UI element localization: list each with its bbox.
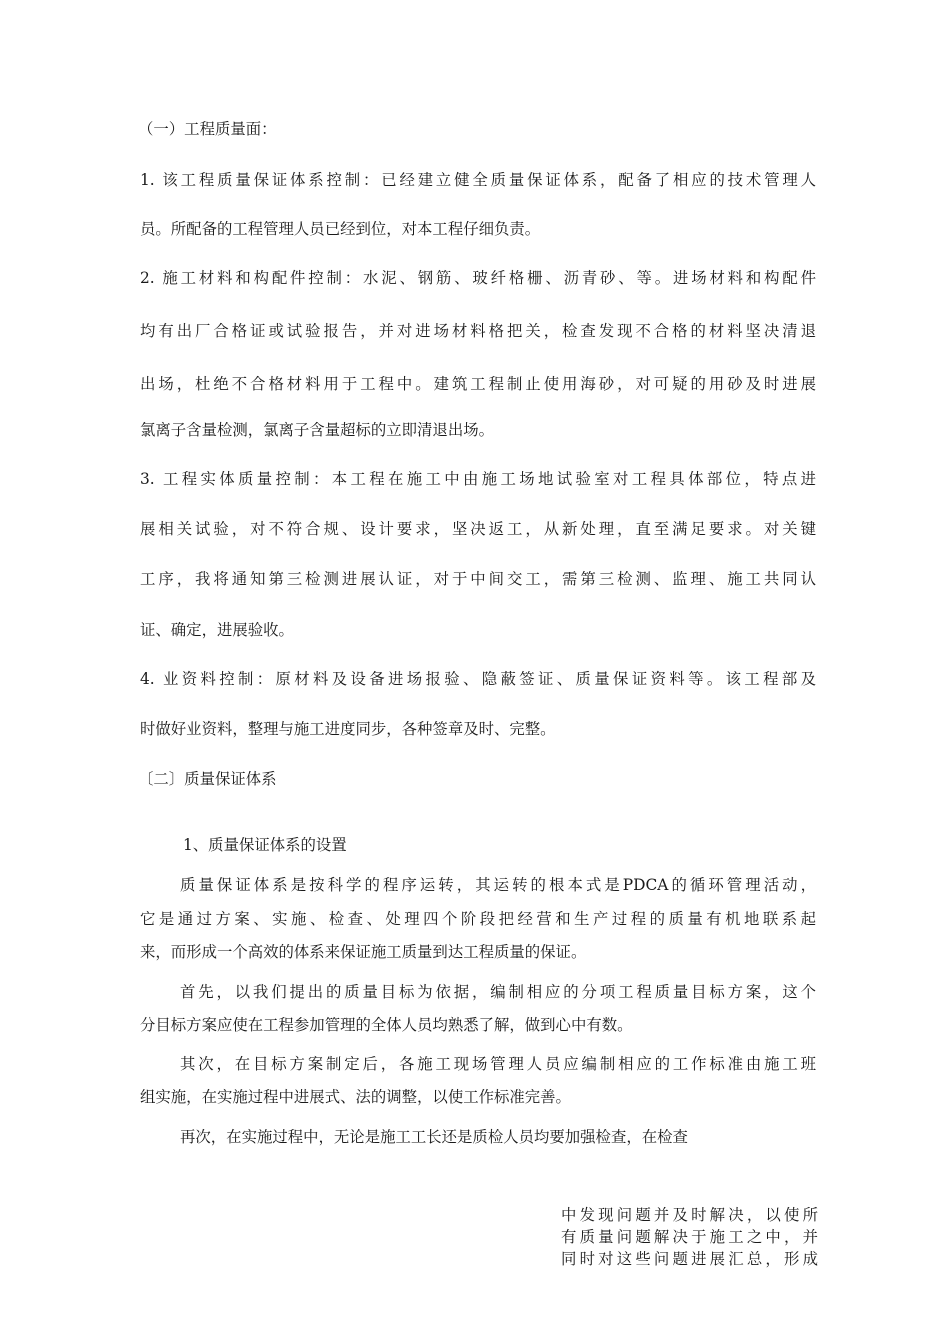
section-two-subheading: 1、质量保证体系的设置 [183,836,347,854]
paragraph-4-line-1: 再次，在实施过程中，无论是施工工长还是质检人员均要加强检查，在检查 [180,1128,688,1146]
item-3-line-3: 工序，我将通知第三检测进展认证，对于中间交工，需第三检测、监理、施工共同认 [140,570,816,588]
paragraph-1-line-2: 它是通过方案、实施、检查、处理四个阶段把经营和生产过程的质量有机地联系起 [140,910,816,928]
paragraph-3-line-1: 其次，在目标方案制定后，各施工现场管理人员应编制相应的工作标准由施工班 [180,1055,816,1073]
item-2-line-1: 2. 施工材料和构配件控制：水泥、钢筋、玻纤格栅、沥青砂、等。进场材料和构配件 [140,269,816,287]
paragraph-1-line-1: 质量保证体系是按科学的程序运转，其运转的根本式是PDCA的循环管理活动， [180,876,816,894]
continuation-block [561,1204,818,1270]
paragraph-3-line-2: 组实施，在实施过程中进展式、法的调整，以使工作标准完善。 [140,1088,571,1106]
item-3-line-4: 证、确定，进展验收。 [140,621,294,639]
item-3-line-1: 3. 工程实体质量控制：本工程在施工中由施工场地试验室对工程具体部位，特点进 [140,470,816,488]
item-4-line-2: 时做好业资料，整理与施工进度同步，各种签章及时、完整。 [140,720,556,738]
item-2-line-3: 出场，杜绝不合格材料用于工程中。建筑工程制止使用海砂，对可疑的用砂及时进展 [140,375,816,393]
continuation-line-3: 同时对这些问题进展汇总，形成 [561,1250,818,1268]
continuation-line-2: 有质量问题解决于施工之中，并 [561,1228,818,1246]
continuation-line-1: 中发现问题并及时解决，以使所 [561,1206,818,1224]
section-one-heading: （一）工程质量面： [138,120,277,138]
item-2-line-4: 氯离子含量检测，氯离子含量超标的立即清退出场。 [140,421,494,439]
paragraph-2-line-1: 首先，以我们提出的质量目标为依据，编制相应的分项工程质量目标方案，这个 [180,983,816,1001]
item-3-line-2: 展相关试验，对不符合规、设计要求，坚决返工，从新处理，直至满足要求。对关键 [140,520,816,538]
paragraph-2-line-2: 分目标方案应使在工程参加管理的全体人员均熟悉了解，做到心中有数。 [140,1016,633,1034]
item-1-line-2: 员。所配备的工程管理人员已经到位，对本工程仔细负责。 [140,220,541,238]
item-4-line-1: 4. 业资料控制：原材料及设备进场报验、隐蔽签证、质量保证资料等。该工程部及 [140,670,816,688]
section-two-heading: 〔二〕质量保证体系 [138,770,277,788]
item-2-line-2: 均有出厂合格证或试验报告，并对进场材料格把关，检查发现不合格的材料坚决清退 [140,322,816,340]
item-1-line-1: 1. 该工程质量保证体系控制：已经建立健全质量保证体系，配备了相应的技术管理人 [140,171,816,189]
paragraph-1-line-3: 来，而形成一个高效的体系来保证施工质量到达工程质量的保证。 [140,943,587,961]
